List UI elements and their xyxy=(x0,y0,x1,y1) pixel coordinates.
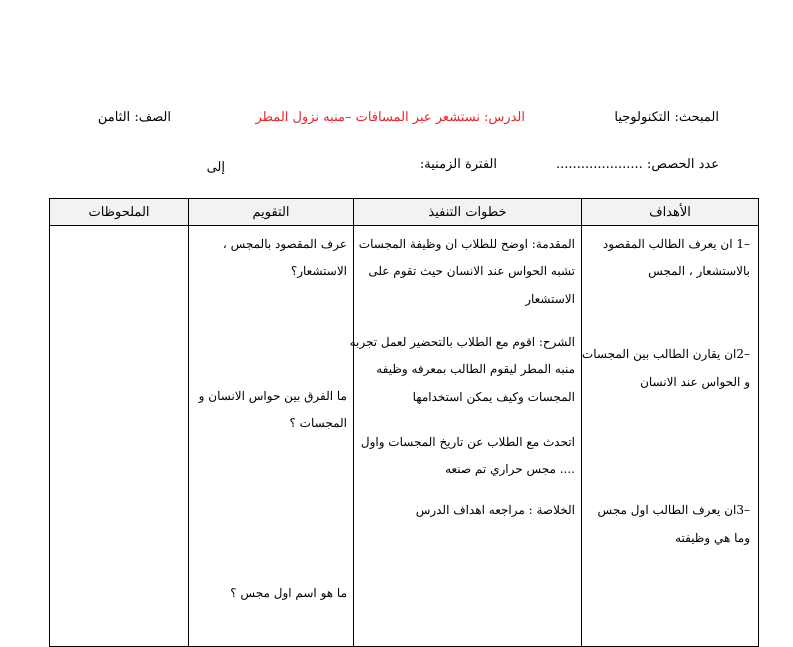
steps-intro-line-1: المقدمة: اوضح للطلاب ان وظيفة المجسات xyxy=(358,237,575,251)
steps-explain-line-2: منبه المطر ليقوم الطالب بمعرفه وظيفه xyxy=(376,362,575,376)
table-header-row xyxy=(50,199,759,226)
subject-label: المبحث: xyxy=(674,110,719,125)
steps-intro-line-2: تشبه الحواس عند الانسان حيث تقوم على xyxy=(368,264,575,278)
steps-summary: الخلاصة : مراجعه اهداف الدرس xyxy=(415,503,575,517)
objectives-cell xyxy=(582,226,759,647)
objective-3-line-1: –3ان يعرف الطالب اول مجس xyxy=(597,503,750,517)
objective-2-line-2: و الحواس عند الانسان xyxy=(640,375,750,389)
objective-2-line-1: –2ان يقارن الطالب بين المجسات xyxy=(581,347,750,361)
header-steps: خطوات التنفيذ xyxy=(354,199,582,226)
class-label: الصف: xyxy=(134,110,171,125)
table-row xyxy=(50,226,759,647)
period-to-label: إلى xyxy=(206,160,225,175)
header-notes: الملحوظات xyxy=(50,199,189,226)
lesson-plan-table xyxy=(49,198,759,647)
steps-cell xyxy=(349,226,582,647)
evaluation-q2-line-2: المجسات ؟ xyxy=(289,416,347,430)
steps-explain-line-1: الشرح: اقوم مع الطلاب بالتحضير لعمل تجربه xyxy=(349,335,575,349)
subject-value: التكنولوجيا xyxy=(614,110,671,125)
evaluation-q2-line-1: ما الفرق بين حواس الانسان و xyxy=(198,389,347,403)
sessions-count: عدد الحصص: ..................... xyxy=(556,157,719,172)
objective-1-line-1: –1 ان يعرف الطالب المقصود xyxy=(602,237,750,251)
steps-intro-line-3: الاستشعار xyxy=(525,292,575,306)
class-field xyxy=(98,110,171,125)
steps-history-line-1: اتحدث مع الطلاب عن تاريخ المجسات واول xyxy=(360,435,575,449)
evaluation-cell xyxy=(189,226,354,647)
objective-3-line-2: وما هي وظيفته xyxy=(675,531,750,545)
header-evaluation: التقويم xyxy=(189,199,354,226)
notes-cell xyxy=(50,226,189,647)
evaluation-q1-line-2: الاستشعار؟ xyxy=(290,264,347,278)
steps-explain-line-3: المجسات وكيف يمكن استخدامها xyxy=(412,390,575,404)
lesson-title: الدرس: نستشعر عبر المسافات –منبه نزول المطر xyxy=(255,110,525,125)
evaluation-q3: ما هو اسم اول مجس ؟ xyxy=(230,586,347,600)
subject-field xyxy=(614,110,719,125)
steps-history-line-2: .... مجس حراري تم صنعه xyxy=(445,462,575,476)
objective-1-line-2: بالاستشعار ، المجس xyxy=(648,264,750,278)
time-period-label: الفترة الزمنية: xyxy=(419,157,497,172)
class-value: الثامن xyxy=(97,110,131,125)
evaluation-q1-line-1: عرف المقصود بالمجس ، xyxy=(222,237,347,251)
header-objectives: الأهداف xyxy=(582,199,759,226)
